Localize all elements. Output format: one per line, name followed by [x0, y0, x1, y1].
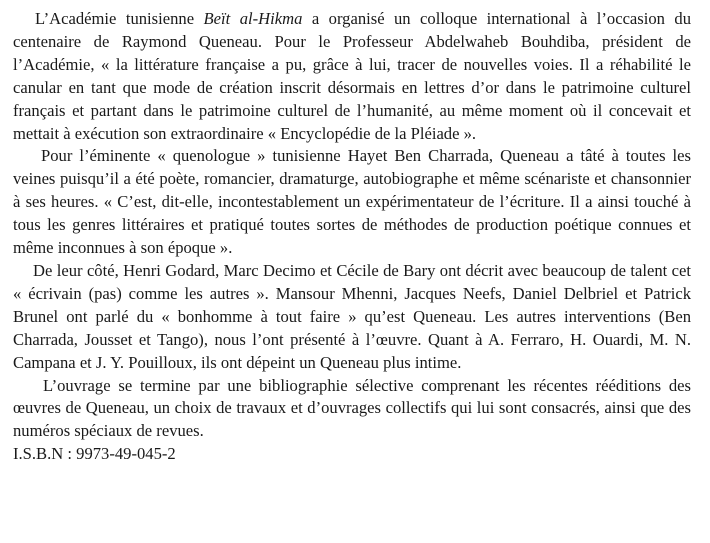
isbn-line: I.S.B.N : 9973-49-045-2 — [13, 444, 176, 464]
paragraph-bibliographie: L’ouvrage se termine par une bibliographie sélective comprenant les récentes rééditions des œuvres de Queneau, un choix de travaux et d’ouvrages collectifs qui lui sont consacrés, ainsi que des numéros spéciaux de revues. — [13, 375, 691, 441]
paragraph-ben-charrada: Pour l’éminente « quenologue » tunisienne Hayet Ben Charrada, Queneau a tâté à toutes les veines puisqu’il a été poète, romancier, dramaturge, autobiographe et même scénariste et chansonnier à ses heures. « C’est, dit-elle, incontestablement un expérimentateur de l’écriture. Il a ainsi touché à tous les genres littéraires et pratiqué toutes sortes de méthodes de production poétique connues et même inconnues à son époque ». — [13, 146, 691, 258]
paragraph-colloque — [13, 8, 691, 145]
paragraph-intervenants: De leur côté, Henri Godard, Marc Decimo et Cécile de Bary ont décrit avec beaucoup de talent cet « écrivain (pas) comme les autres ». Mansour Mhenni, Jacques Neefs, Daniel Delbriel et Patrick Brunel ont parlé du « bonhomme à tout faire » qu’est Queneau. Les autres interventions (Ben Charrada, Jousset et Tango), nous l’ont présenté à l’œuvre. Quant à A. Ferraro, H. Ouardi, M. N. Campana et J. Y. Pouilloux, ils ont dépeint un Queneau plus intime. — [13, 260, 691, 372]
document-page — [13, 8, 691, 466]
paragraph-rest-text: a organisé un colloque international à l’occasion du centenaire de Raymond Queneau. Pour le Professeur Abdelwaheb Bouhdiba, président de l’Académie, « la littérature française a pu, grâce à lui, tracer de nouvelles voies. Il a réhabilité le canular en tant que mode de création inscrit désormais en lettres d’or dans le patrimoine culturel français et partant dans le patrimoine culturel de l’humanité, au même moment où il concevait et mettait à exécution son extraordinaire « Encyclopédie de la Pléiade ». — [13, 9, 692, 143]
paragraph-intro-text: L’Académie tunisienne — [35, 9, 204, 28]
academy-name: Beït al-Hikma — [203, 9, 303, 28]
